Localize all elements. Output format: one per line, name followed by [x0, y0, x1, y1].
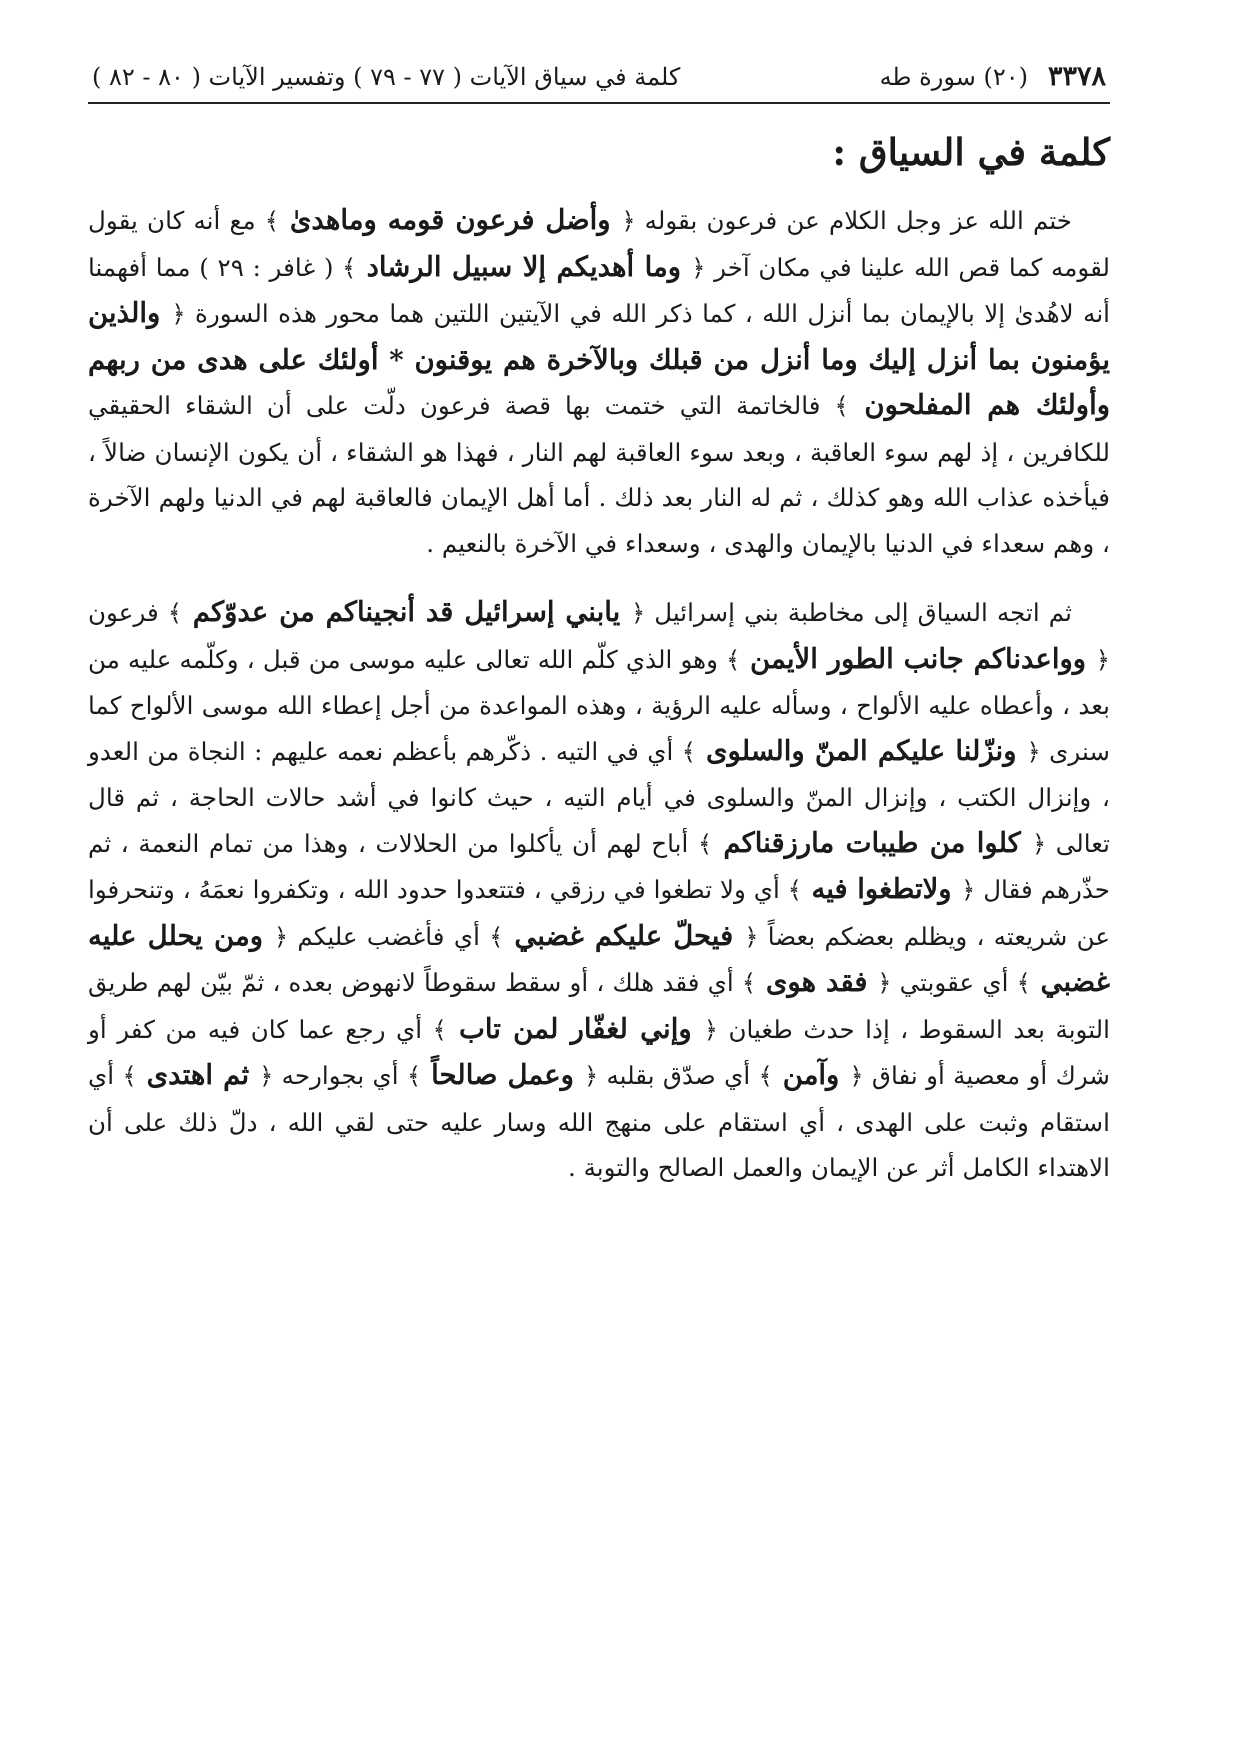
quran-bracket: ﴾	[697, 829, 713, 858]
quran-quote: فقد هوى	[755, 966, 878, 998]
quran-bracket: ﴿	[631, 599, 646, 627]
quran-bracket: ﴾	[1016, 969, 1031, 997]
body-text: أي صدّق بقلبه	[598, 1061, 759, 1090]
quran-quote: وأضل فرعون قومه وماهدىٰ	[278, 204, 622, 236]
quran-bracket: ﴿	[1026, 737, 1041, 766]
quran-bracket: ﴿	[691, 253, 706, 282]
quran-bracket: ﴿	[961, 876, 976, 904]
quran-bracket: ﴾	[787, 876, 802, 904]
quran-bracket: ﴾	[681, 737, 696, 766]
quran-bracket: ﴿	[274, 922, 289, 951]
quran-bracket: ﴾	[342, 253, 357, 282]
section-title: كلمة في السياق :	[832, 130, 1110, 174]
quran-bracket: ﴿	[849, 1062, 864, 1090]
book-page	[88, 58, 1110, 1191]
quran-bracket: ﴾	[741, 969, 756, 997]
page-number: ٣٣٧٨	[1047, 61, 1106, 92]
body-text: ختم الله عز وجل الكلام عن فرعون بقوله	[635, 206, 1072, 235]
body-text: أي عقوبتي	[891, 968, 1017, 997]
quran-quote: ونزّلنا عليكم المنّ والسلوى	[695, 734, 1027, 767]
paragraph-1	[88, 198, 1110, 566]
quran-bracket: ﴿	[877, 969, 892, 997]
quran-bracket: ﴾	[726, 645, 741, 674]
body-text: أي ولا تطغوا في رزقي ، فتتعدوا حدود الله ، وتكفروا نعمَهُ ، وتنحرفوا عن شريعته ، ويظلم بعضكم بعضاً	[88, 875, 1111, 951]
body-text: مع أنه كان يقول لقومه كما قص الله علينا في مكان آخر	[88, 206, 1111, 282]
quran-bracket: ﴿	[259, 1062, 274, 1090]
running-header	[88, 58, 1110, 104]
quran-bracket: ﴿	[621, 207, 636, 235]
quran-quote: وما أهديكم إلا سبيل الرشاد	[356, 250, 692, 283]
body-text: ( غافر : ٢٩ ) مما أفهمنا أنه لاهُدىٰ إلا بالإيمان بما أنزل الله ، كما ذكر الله في الآيتين اللتين هما محور هذه السورة	[88, 252, 1110, 328]
body-text: وهو الذي كلّم الله تعالى عليه موسى من قبل ، وكلّمه عليه من بعد ، وأعطاه عليه الألواح ، وسأله عليه الرؤية ، وهذه المواعدة من أجل إعطاء الله موسى الألواح كما سنرى	[88, 644, 1110, 766]
header-right-group	[880, 58, 1106, 96]
quran-bracket: ﴾	[122, 1062, 137, 1090]
quran-bracket: ﴿	[1032, 829, 1047, 858]
quran-bracket: ﴾	[264, 207, 279, 235]
quran-quote: وواعدناكم جانب الطور الأيمن	[740, 642, 1096, 675]
quran-quote: وعمل صالحاً	[421, 1059, 585, 1091]
body-text: أي فأغضب عليكم	[288, 921, 490, 951]
quran-bracket: ﴿	[584, 1062, 599, 1090]
paragraph-2	[88, 590, 1110, 1191]
quran-quote: وآمن	[772, 1059, 850, 1091]
quran-quote: كلوا من طيبات مارزقناكم	[712, 826, 1033, 859]
body-text: فرعون	[88, 598, 168, 627]
quran-bracket: ﴾	[407, 1062, 422, 1090]
quran-bracket: ﴿	[171, 300, 186, 328]
quran-bracket: ﴾	[489, 922, 504, 951]
body-text: أباح لهم أن يأكلوا من الحلالات ، وهذا من تمام النعمة ، ثم حذّرهم فقال	[88, 828, 1110, 904]
body-text: ثم اتجه السياق إلى مخاطبة بني إسرائيل	[645, 598, 1072, 627]
quran-bracket: ﴾	[167, 599, 182, 627]
body-text: أي رجع عما كان فيه من كفر أو شرك أو معصية أو نفاق	[88, 1014, 1111, 1090]
quran-quote: ثم اهتدى	[136, 1059, 260, 1091]
quran-quote: والذين يؤمنون بما أنزل إليك وما أنزل من قبلك وبالآخرة هم يوقنون * أولئك على هدى من ربهم وأولئك هم المفلحون	[88, 297, 1110, 421]
surah-label: (٢٠) سورة طه	[879, 63, 1028, 91]
quran-bracket: ﴿	[1095, 645, 1110, 674]
quran-bracket: ﴾	[432, 1015, 447, 1044]
body-text: أي بجوارحه	[273, 1061, 407, 1090]
quran-bracket: ﴾	[834, 392, 849, 420]
quran-bracket: ﴾	[758, 1062, 773, 1090]
quran-quote: ولاتطغوا فيه	[801, 873, 962, 905]
quran-quote: فيحلّ عليكم غضبي	[503, 919, 745, 952]
quran-quote: وإني لغفّار لمن تاب	[446, 1012, 704, 1045]
body-text: أي فقد هلك ، أو سقط سقوطاً لانهوض بعده ، ثمّ بيّن لهم طريق التوبة بعد السقوط ، إذا حدث طغيان	[88, 968, 1110, 1044]
quran-bracket: ﴿	[744, 922, 759, 951]
quran-quote: يابني إسرائيل قد أنجيناكم من عدوّكم	[181, 596, 632, 628]
body-text: فالخاتمة التي ختمت بها قصة فرعون دلّت على أن الشقاء الحقيقي للكافرين ، إذ لهم سوء العاقبة ، وبعد سوء العاقبة لهم النار ، فهذا هو الشقاء ، أن يكون الإنسان ضالاً ، فيأخذه عذاب الله وهو كذلك ، ثم له النار بعد ذلك . أما أهل الإيمان فالعاقبة لهم في الدنيا ولهم الآخرة ، وهم سعداء في الدنيا بالإيمان والهدى ، وسعداء في الآخرة بالنعيم .	[88, 391, 1110, 558]
header-topic: كلمة في سياق الآيات ( ٧٧ - ٧٩ ) وتفسير الآيات ( ٨٠ - ٨٢ )	[92, 63, 681, 91]
body-text: أي استقام وثبت على الهدى ، أي استقام على منهج الله وسار عليه حتى لقي الله ، دلّ ذلك على أن الاهتداء الكامل أثر عن الإيمان والعمل الصالح والتوبة .	[88, 1061, 1110, 1182]
quran-bracket: ﴿	[703, 1015, 718, 1044]
quran-quote: ومن يحلل عليه غضبي	[88, 919, 1110, 998]
body-text: أي في التيه . ذكّرهم بأعظم نعمه عليهم : النجاة من العدو ، وإنزال الكتب ، وإنزال المنّ والسلوى في أيام التيه ، حيث كانوا في أشد حالات الحاجة ، ثم قال تعالى	[88, 736, 1110, 858]
